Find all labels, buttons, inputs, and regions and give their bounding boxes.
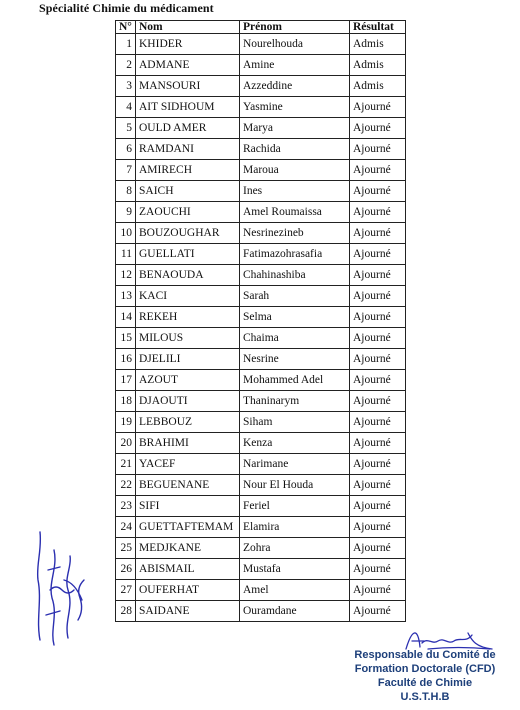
row-prenom: Amine (240, 55, 350, 76)
row-nom: RAMDANI (136, 139, 240, 160)
header-prenom: Prénom (240, 21, 350, 34)
row-prenom: Thaninarym (240, 391, 350, 412)
row-resultat: Ajourné (350, 265, 406, 286)
row-prenom: Zohra (240, 538, 350, 559)
row-prenom: Narimane (240, 454, 350, 475)
row-nom: GUETTAFTEMAM (136, 517, 240, 538)
row-nom: MILOUS (136, 328, 240, 349)
row-prenom: Ines (240, 181, 350, 202)
row-nom: KACI (136, 286, 240, 307)
row-nom: REKEH (136, 307, 240, 328)
row-nom: SIFI (136, 496, 240, 517)
results-table (115, 20, 406, 622)
row-prenom: Maroua (240, 160, 350, 181)
row-prenom: Mustafa (240, 559, 350, 580)
row-number: 26 (116, 559, 136, 580)
header-resultat: Résultat (350, 21, 406, 34)
signature-line: Faculté de Chimie (377, 677, 473, 689)
row-resultat: Ajourné (350, 580, 406, 601)
signature-line: Responsable du Comité de (354, 649, 496, 661)
row-nom: AZOUT (136, 370, 240, 391)
table-row (116, 160, 406, 181)
row-resultat: Ajourné (350, 349, 406, 370)
table-row (116, 307, 406, 328)
row-number: 21 (116, 454, 136, 475)
signature-block (340, 648, 510, 704)
row-prenom: Nour El Houda (240, 475, 350, 496)
document-heading: Spécialité Chimie du médicament (39, 1, 214, 15)
row-number: 1 (116, 34, 136, 55)
row-number: 15 (116, 328, 136, 349)
row-number: 28 (116, 601, 136, 622)
table-row (116, 517, 406, 538)
row-prenom: Selma (240, 307, 350, 328)
row-nom: GUELLATI (136, 244, 240, 265)
row-prenom: Chahinashiba (240, 265, 350, 286)
row-prenom: Amel Roumaissa (240, 202, 350, 223)
table-row (116, 34, 406, 55)
row-resultat: Ajourné (350, 139, 406, 160)
arabic-handwritten-stamp (28, 520, 98, 650)
row-number: 19 (116, 412, 136, 433)
row-number: 17 (116, 370, 136, 391)
row-prenom: Kenza (240, 433, 350, 454)
row-prenom: Marya (240, 118, 350, 139)
table-row (116, 601, 406, 622)
row-nom: AIT SIDHOUM (136, 97, 240, 118)
table-row (116, 559, 406, 580)
row-number: 9 (116, 202, 136, 223)
row-resultat: Ajourné (350, 538, 406, 559)
row-nom: KHIDER (136, 34, 240, 55)
row-prenom: Mohammed Adel (240, 370, 350, 391)
row-prenom: Nourelhouda (240, 34, 350, 55)
table-row (116, 202, 406, 223)
table-row (116, 265, 406, 286)
row-number: 22 (116, 475, 136, 496)
table-row (116, 391, 406, 412)
table-row (116, 286, 406, 307)
row-number: 25 (116, 538, 136, 559)
row-number: 11 (116, 244, 136, 265)
row-nom: OUFERHAT (136, 580, 240, 601)
row-number: 12 (116, 265, 136, 286)
header-number: N° (116, 21, 136, 34)
row-prenom: Nesrine (240, 349, 350, 370)
row-resultat: Ajourné (350, 97, 406, 118)
row-resultat: Admis (350, 55, 406, 76)
row-nom: BENAOUDA (136, 265, 240, 286)
row-nom: AMIRECH (136, 160, 240, 181)
row-number: 16 (116, 349, 136, 370)
row-prenom: Amel (240, 580, 350, 601)
row-number: 20 (116, 433, 136, 454)
table-row (116, 139, 406, 160)
row-number: 5 (116, 118, 136, 139)
row-prenom: Siham (240, 412, 350, 433)
table-row (116, 55, 406, 76)
row-number: 14 (116, 307, 136, 328)
row-prenom: Fatimazohrasafia (240, 244, 350, 265)
row-resultat: Admis (350, 76, 406, 97)
row-nom: DJELILI (136, 349, 240, 370)
table-row (116, 244, 406, 265)
table-row (116, 118, 406, 139)
row-number: 23 (116, 496, 136, 517)
row-number: 10 (116, 223, 136, 244)
row-resultat: Ajourné (350, 181, 406, 202)
row-resultat: Ajourné (350, 454, 406, 475)
row-resultat: Ajourné (350, 328, 406, 349)
row-prenom: Chaima (240, 328, 350, 349)
row-prenom: Nesrinezineb (240, 223, 350, 244)
row-nom: DJAOUTI (136, 391, 240, 412)
row-number: 18 (116, 391, 136, 412)
row-number: 4 (116, 97, 136, 118)
row-resultat: Ajourné (350, 496, 406, 517)
row-number: 27 (116, 580, 136, 601)
row-prenom: Elamira (240, 517, 350, 538)
table-header-row (116, 21, 406, 34)
row-resultat: Ajourné (350, 475, 406, 496)
row-number: 13 (116, 286, 136, 307)
row-resultat: Admis (350, 34, 406, 55)
row-number: 24 (116, 517, 136, 538)
row-nom: MANSOURI (136, 76, 240, 97)
row-prenom: Rachida (240, 139, 350, 160)
header-nom: Nom (136, 21, 240, 34)
table-row (116, 496, 406, 517)
row-nom: ABISMAIL (136, 559, 240, 580)
row-resultat: Ajourné (350, 307, 406, 328)
row-number: 6 (116, 139, 136, 160)
row-nom: ADMANE (136, 55, 240, 76)
row-number: 7 (116, 160, 136, 181)
table-row (116, 328, 406, 349)
table-row (116, 76, 406, 97)
table-row (116, 580, 406, 601)
table-row (116, 475, 406, 496)
row-resultat: Ajourné (350, 559, 406, 580)
row-nom: SAICH (136, 181, 240, 202)
row-resultat: Ajourné (350, 160, 406, 181)
row-prenom: Yasmine (240, 97, 350, 118)
table-row (116, 181, 406, 202)
row-resultat: Ajourné (350, 517, 406, 538)
row-nom: LEBBOUZ (136, 412, 240, 433)
row-resultat: Ajourné (350, 286, 406, 307)
row-resultat: Ajourné (350, 202, 406, 223)
row-number: 3 (116, 76, 136, 97)
row-nom: YACEF (136, 454, 240, 475)
row-number: 2 (116, 55, 136, 76)
row-number: 8 (116, 181, 136, 202)
row-nom: MEDJKANE (136, 538, 240, 559)
row-nom: OULD AMER (136, 118, 240, 139)
row-resultat: Ajourné (350, 433, 406, 454)
row-resultat: Ajourné (350, 391, 406, 412)
row-resultat: Ajourné (350, 370, 406, 391)
row-nom: BEGUENANE (136, 475, 240, 496)
row-prenom: Feriel (240, 496, 350, 517)
row-prenom: Sarah (240, 286, 350, 307)
row-resultat: Ajourné (350, 244, 406, 265)
table-row (116, 349, 406, 370)
row-resultat: Ajourné (350, 412, 406, 433)
row-prenom: Azzeddine (240, 76, 350, 97)
row-nom: BOUZOUGHAR (136, 223, 240, 244)
signature-line: U.S.T.H.B (400, 691, 450, 703)
table-row (116, 223, 406, 244)
row-nom: BRAHIMI (136, 433, 240, 454)
table-row (116, 97, 406, 118)
signature-line: Formation Doctorale (CFD) (354, 663, 496, 675)
row-resultat: Ajourné (350, 223, 406, 244)
table-row (116, 454, 406, 475)
table-row (116, 433, 406, 454)
table-row (116, 538, 406, 559)
row-resultat: Ajourné (350, 118, 406, 139)
row-resultat: Ajourné (350, 601, 406, 622)
table-row (116, 412, 406, 433)
row-prenom: Ouramdane (240, 601, 350, 622)
row-nom: ZAOUCHI (136, 202, 240, 223)
table-body (116, 34, 406, 622)
table-row (116, 370, 406, 391)
row-nom: SAIDANE (136, 601, 240, 622)
